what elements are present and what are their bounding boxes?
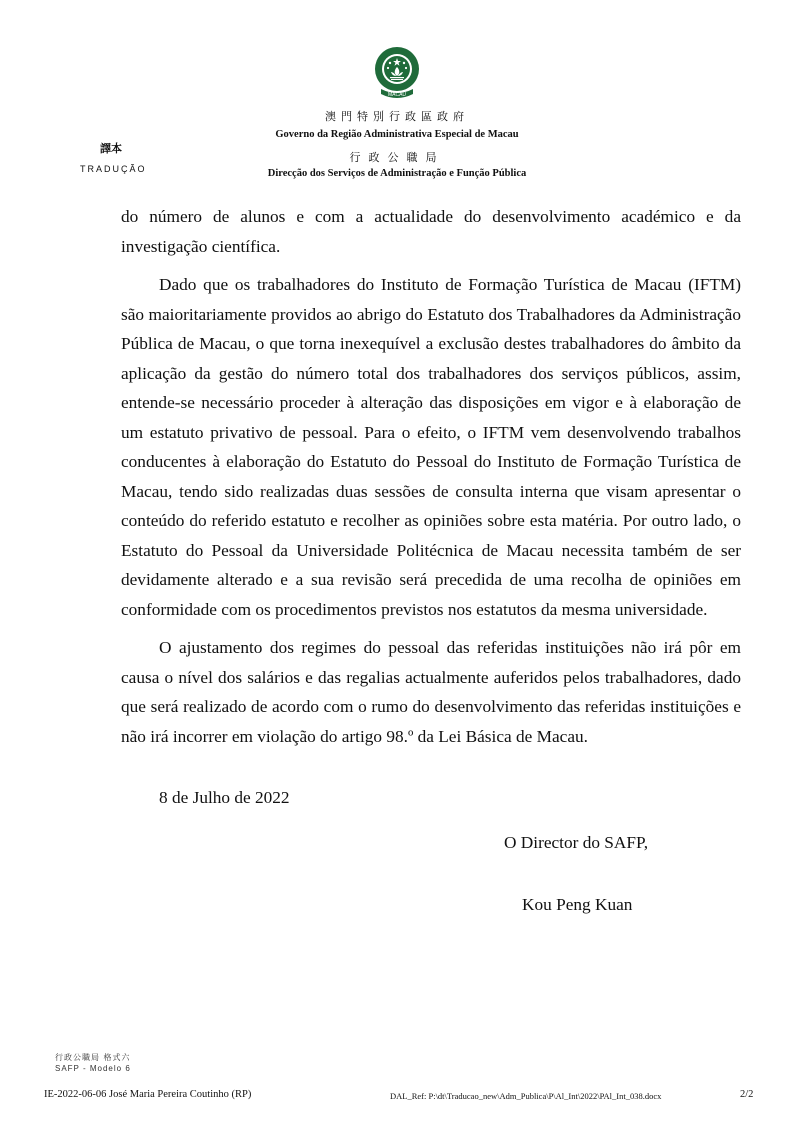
macau-emblem-icon [373,45,421,105]
form-model-cn: 行政公職局 格式六 [55,1053,131,1062]
document-body [121,202,741,760]
paragraph-3: O ajustamento dos regimes do pessoal das referidas instituições não irá pôr em causa o nível dos salários e das regalias actualmente auferidos pelos trabalhadores, dado que será realizado de acordo com o rumo do desenvolvimento das referidas instituições e não irá incorrer em violação do artigo 98.º da Lei Básica de Macau. [121,638,741,746]
page-number: 2/2 [740,1089,754,1100]
header-department-pt: Direcção dos Serviços de Administração e Função Pública [267,168,527,179]
footer-file-path: DAL_Ref: P:\dt\Traducao_new\Adm_Publica\P\Al_Int\2022\PAl_Int_038.docx [390,1091,662,1101]
translation-label-cn: 譯本 [100,142,122,155]
header-government-pt: Governo da Região Administrativa Especial de Macau [275,129,519,140]
paragraph-1: do número de alunos e com a actualidade do desenvolvimento académico e da investigação científica. [121,207,741,256]
signature-title: O Director do SAFP, [504,833,649,852]
translation-label-pt: TRADUÇÃO [80,164,147,174]
document-date: 8 de Julho de 2022 [159,788,290,807]
svg-text:MACAU: MACAU [387,92,407,98]
header-government-cn: 澳門特別行政區政府 [325,110,469,123]
form-model-pt: SAFP - Modelo 6 [55,1064,131,1073]
header-department-cn: 行政公職局 [349,151,445,164]
paragraph-2: Dado que os trabalhadores do Instituto de Formação Turística de Macau (IFTM) são maioritariamente providos ao abrigo do Estatuto dos Trabalhadores da Administração Pública de Macau, o que torna inexequível a exclusão destes trabalhadores do âmbito da aplicação da gestão do número total dos trabalhadores dos serviços públicos, assim, entende-se necessário proceder à alteração das disposições em vigor e à elaboração de um estatuto privativo de pessoal. Para o efeito, o IFTM vem desenvolvendo trabalhos conducentes à elaboração do Estatuto do Pessoal do Instituto de Formação Turística de Macau, tendo sido realizadas duas sessões de consulta interna que visam apresentar o conteúdo do referido estatuto e recolher as opiniões sobre esta matéria. Por outro lado, o Estatuto do Pessoal da Universidade Politécnica de Macau necessita também de ser devidamente alterado e a sua revisão será precedida de uma recolha de opiniões em conformidade com os procedimentos previstos nos estatutos da mesma universidade. [121,275,741,619]
signature-name: Kou Peng Kuan [522,895,633,914]
footer-reference-left: IE-2022-06-06 José Maria Pereira Coutinho (RP) [44,1089,252,1100]
